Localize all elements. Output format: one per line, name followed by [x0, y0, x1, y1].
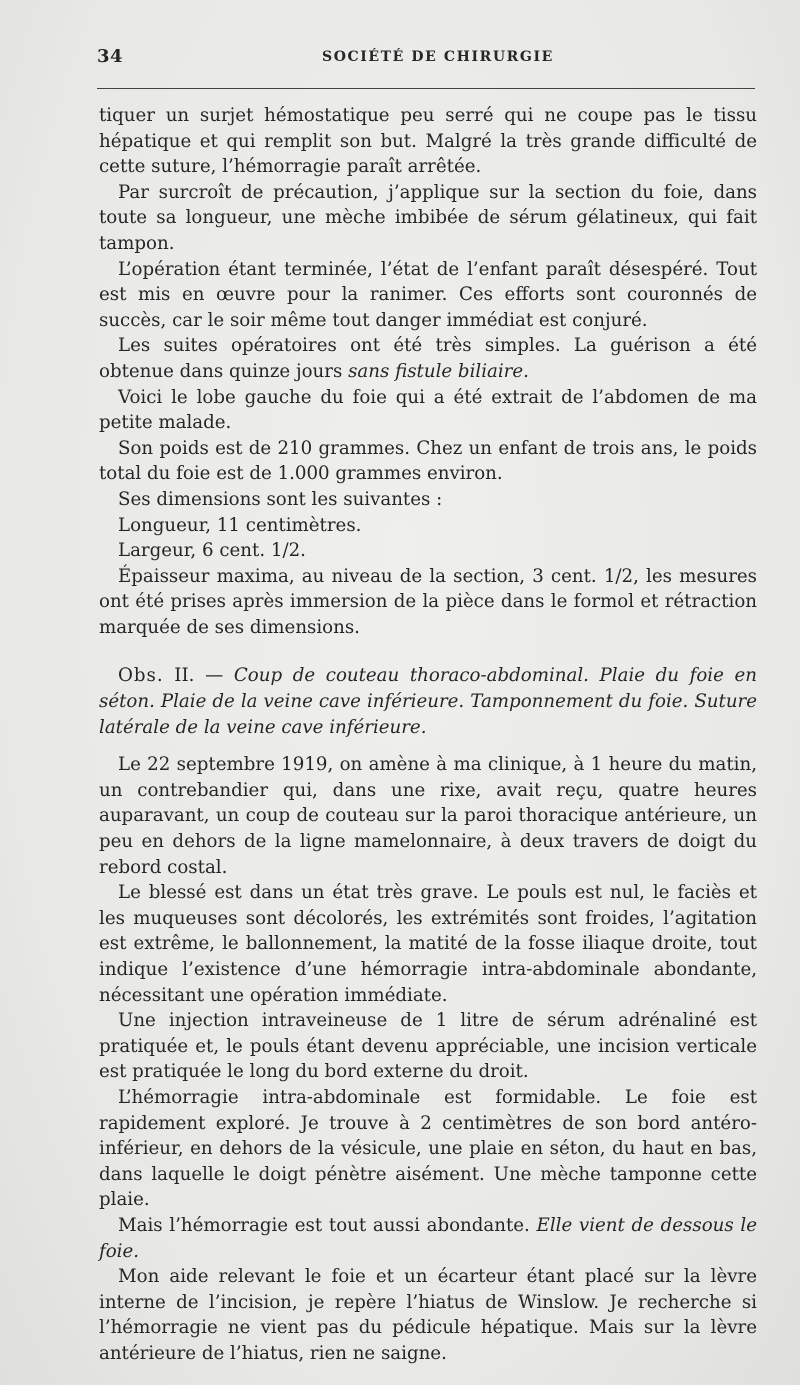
paragraph-precaution: Par surcroît de précaution, j’applique sur la section du foie, dans toute sa longueur, une mèche imbibée de sérum gélatineux, qui fait tampon. — [99, 181, 757, 254]
source-italic: Elle vient de dessous le foie. — [99, 1214, 757, 1262]
paragraph-injection: Une injection intraveineuse de 1 litre de sérum adrénaliné est pratiquée et, le pouls étant devenu appréciable, une incision verticale est pratiquée le long du bord externe du droit. — [99, 1010, 757, 1083]
paragraph-weight: Son poids est de 210 grammes. Chez un enfant de trois ans, le poids total du foie est de 1.000 grammes environ. — [99, 437, 757, 485]
page-number: 34 — [97, 46, 124, 67]
source-text: Mais l’hémorragie est tout aussi abondante. — [118, 1214, 537, 1236]
paragraph-specimen: Voici le lobe gauche du foie qui a été extrait de l’abdomen de ma petite malade. — [99, 386, 757, 434]
paragraph-condition: Le blessé est dans un état très grave. Le pouls est nul, le faciès et les muqueuses sont décolorés, les extrémités sont froides, l’agitation est extrême, le ballonnement, la matité de la fosse iliaque droite, tout indique l’existence d’une hémorragie intra-abdominale abondante, nécessitant une opération immédiate. — [99, 882, 757, 1006]
section-gap — [99, 640, 757, 663]
paragraph-operation-end: L’opération étant terminée, l’état de l’enfant paraît désespéré. Tout est mis en œuvre pour la ranimer. Ces efforts sont couronnés de succès, car le soir même tout danger immédiat est conjuré. — [99, 258, 757, 331]
paragraph-hemorrhage: L’hémorragie intra-abdominale est formidable. Le foie est rapidement exploré. Je trouve à 2 centimètres de son bord antéro-inférieur, en dehors de la vésicule, une plaie en séton, du haut en bas, dans laquelle le doigt pénètre aisément. Une mèche tamponne cette plaie. — [99, 1086, 757, 1211]
observation-dash: — — [205, 665, 224, 687]
observation-label: Obs. — [118, 665, 164, 687]
observation-title: Coup de couteau thoraco-abdominal. Plaie du foie en séton. Plaie de la veine cave inférieure. Tamponnement du foie. Suture latérale de la veine cave inférieure. — [99, 665, 757, 738]
paragraph-winslow: Mon aide relevant le foie et un écarteur étant placé sur la lèvre interne de l’incision, je repère l’hiatus de Winslow. Je recherche si l’hémorragie ne vient pas du pédicule hépatique. Mais sur la lèvre antérieure de l’hiatus, rien ne saigne. — [99, 1266, 757, 1364]
paragraph-admission: Le 22 septembre 1919, on amène à ma clinique, à 1 heure du matin, un contrebandier qui, dans une rixe, avait reçu, quatre heures auparavant, un coup de couteau sur la paroi thoracique antérieure, un peu en dehors de la ligne mamelonnaire, à deux travers de doigt du rebord costal. — [99, 754, 757, 878]
paragraph-continued: tiquer un surjet hémostatique peu serré qui ne coupe pas le tissu hépatique et qui remplit son but. Malgré la très grande difficulté de cette suture, l’hémorragie paraît arrêtée. — [99, 105, 757, 178]
page-header — [97, 46, 757, 70]
observation-heading — [99, 663, 757, 740]
header-rule — [97, 88, 755, 89]
paragraph-source — [99, 1213, 757, 1264]
recovery-italic: sans fistule biliaire. — [348, 360, 529, 382]
paragraph-thickness: Épaisseur maxima, au niveau de la section, 3 cent. 1/2, les mesures ont été prises après immersion de la pièce dans le formol et rétraction marquée de ses dimensions. — [99, 565, 757, 638]
paragraph-length: Longueur, 11 centimètres. — [118, 514, 362, 536]
observation-number: II. — [174, 665, 195, 687]
body-text — [99, 103, 757, 1367]
paragraph-width: Largeur, 6 cent. 1/2. — [118, 540, 306, 562]
recovery-text: Les suites opératoires ont été très simples. La guérison a été obtenue dans quinze jours — [99, 335, 757, 382]
paragraph-recovery — [99, 333, 757, 384]
paragraph-dimensions-intro: Ses dimensions sont les suivantes : — [118, 488, 443, 510]
running-head: SOCIÉTÉ DE CHIRURGIE — [322, 49, 554, 65]
